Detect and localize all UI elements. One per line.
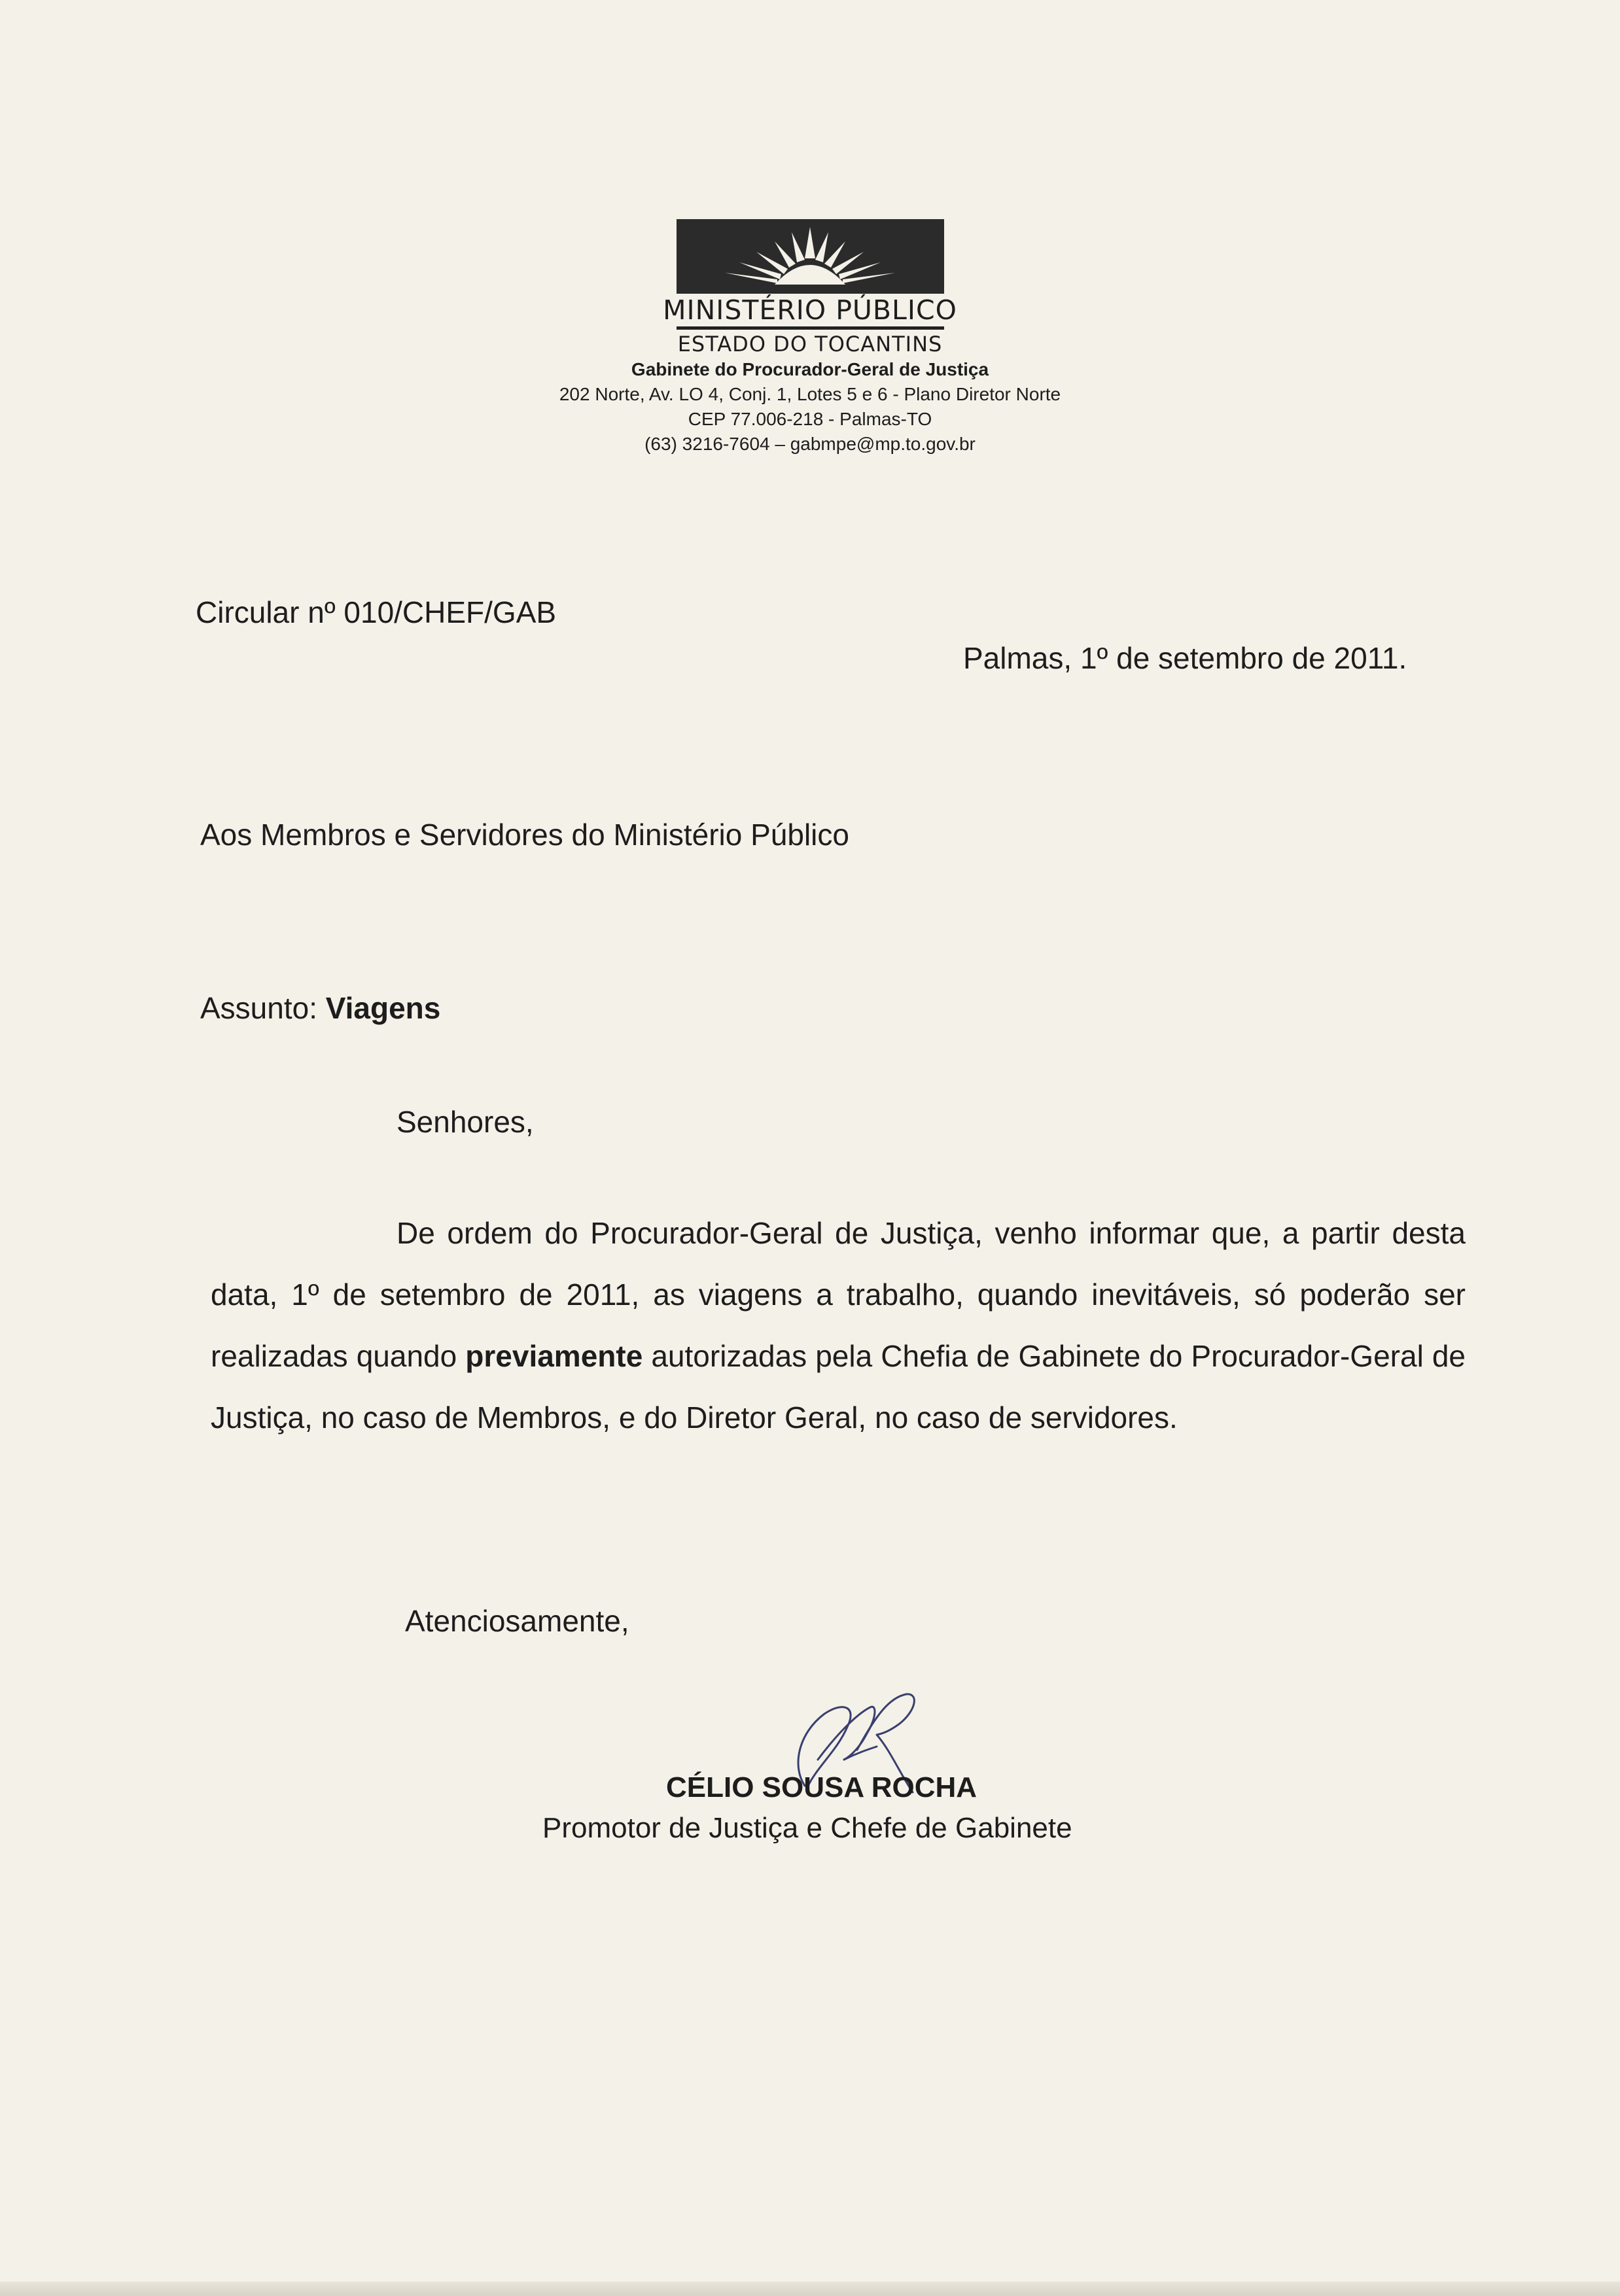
ministry-logo <box>677 219 944 294</box>
letterhead-rule <box>677 326 944 330</box>
circular-reference: Circular nº 010/CHEF/GAB <box>196 595 557 629</box>
letter-date: Palmas, 1º de setembro de 2011. <box>963 641 1407 675</box>
body-text-part1: De ordem do Procurador-Geral de Justiça, venho informar que, a partir desta data, 1º de setembro de 2011, as viagens a trabalho, quando inevitáveis, só poderão ser realizadas quando <box>211 1216 1466 1373</box>
sun-emblem-icon <box>677 219 944 294</box>
greeting: Senhores, <box>396 1105 534 1139</box>
subject-value: Viagens <box>325 991 441 1025</box>
subject-label: Assunto: <box>200 991 317 1025</box>
body-text-part2: autorizadas pela Chefia de Gabinete do Procurador-Geral de Justiça, no caso de Membros, e do Diretor Geral, no caso de servidores. <box>211 1339 1466 1435</box>
closing: Atenciosamente, <box>405 1604 629 1638</box>
letterhead <box>458 219 1162 457</box>
addressee: Aos Membros e Servidores do Ministério Público <box>200 818 849 852</box>
office-address: 202 Norte, Av. LO 4, Conj. 1, Lotes 5 e 6 - Plano Diretor Norte <box>559 384 1061 404</box>
office-contact: (63) 3216-7604 – gabmpe@mp.to.gov.br <box>644 434 976 454</box>
body-paragraph <box>211 1202 1466 1448</box>
office-name: Gabinete do Procurador-Geral de Justiça <box>631 359 989 379</box>
signatory-role: Promotor de Justiça e Chefe de Gabinete <box>542 1812 1072 1844</box>
office-postal: CEP 77.006-218 - Palmas-TO <box>688 409 932 429</box>
scan-edge <box>0 2282 1620 2296</box>
body-emphasis: previamente <box>465 1339 643 1373</box>
subject-line <box>200 990 440 1026</box>
state-name: ESTADO DO TOCANTINS <box>677 332 943 357</box>
ministry-name: MINISTÉRIO PÚBLICO <box>663 294 957 326</box>
signatory-name: CÉLIO SOUSA ROCHA <box>666 1771 977 1803</box>
